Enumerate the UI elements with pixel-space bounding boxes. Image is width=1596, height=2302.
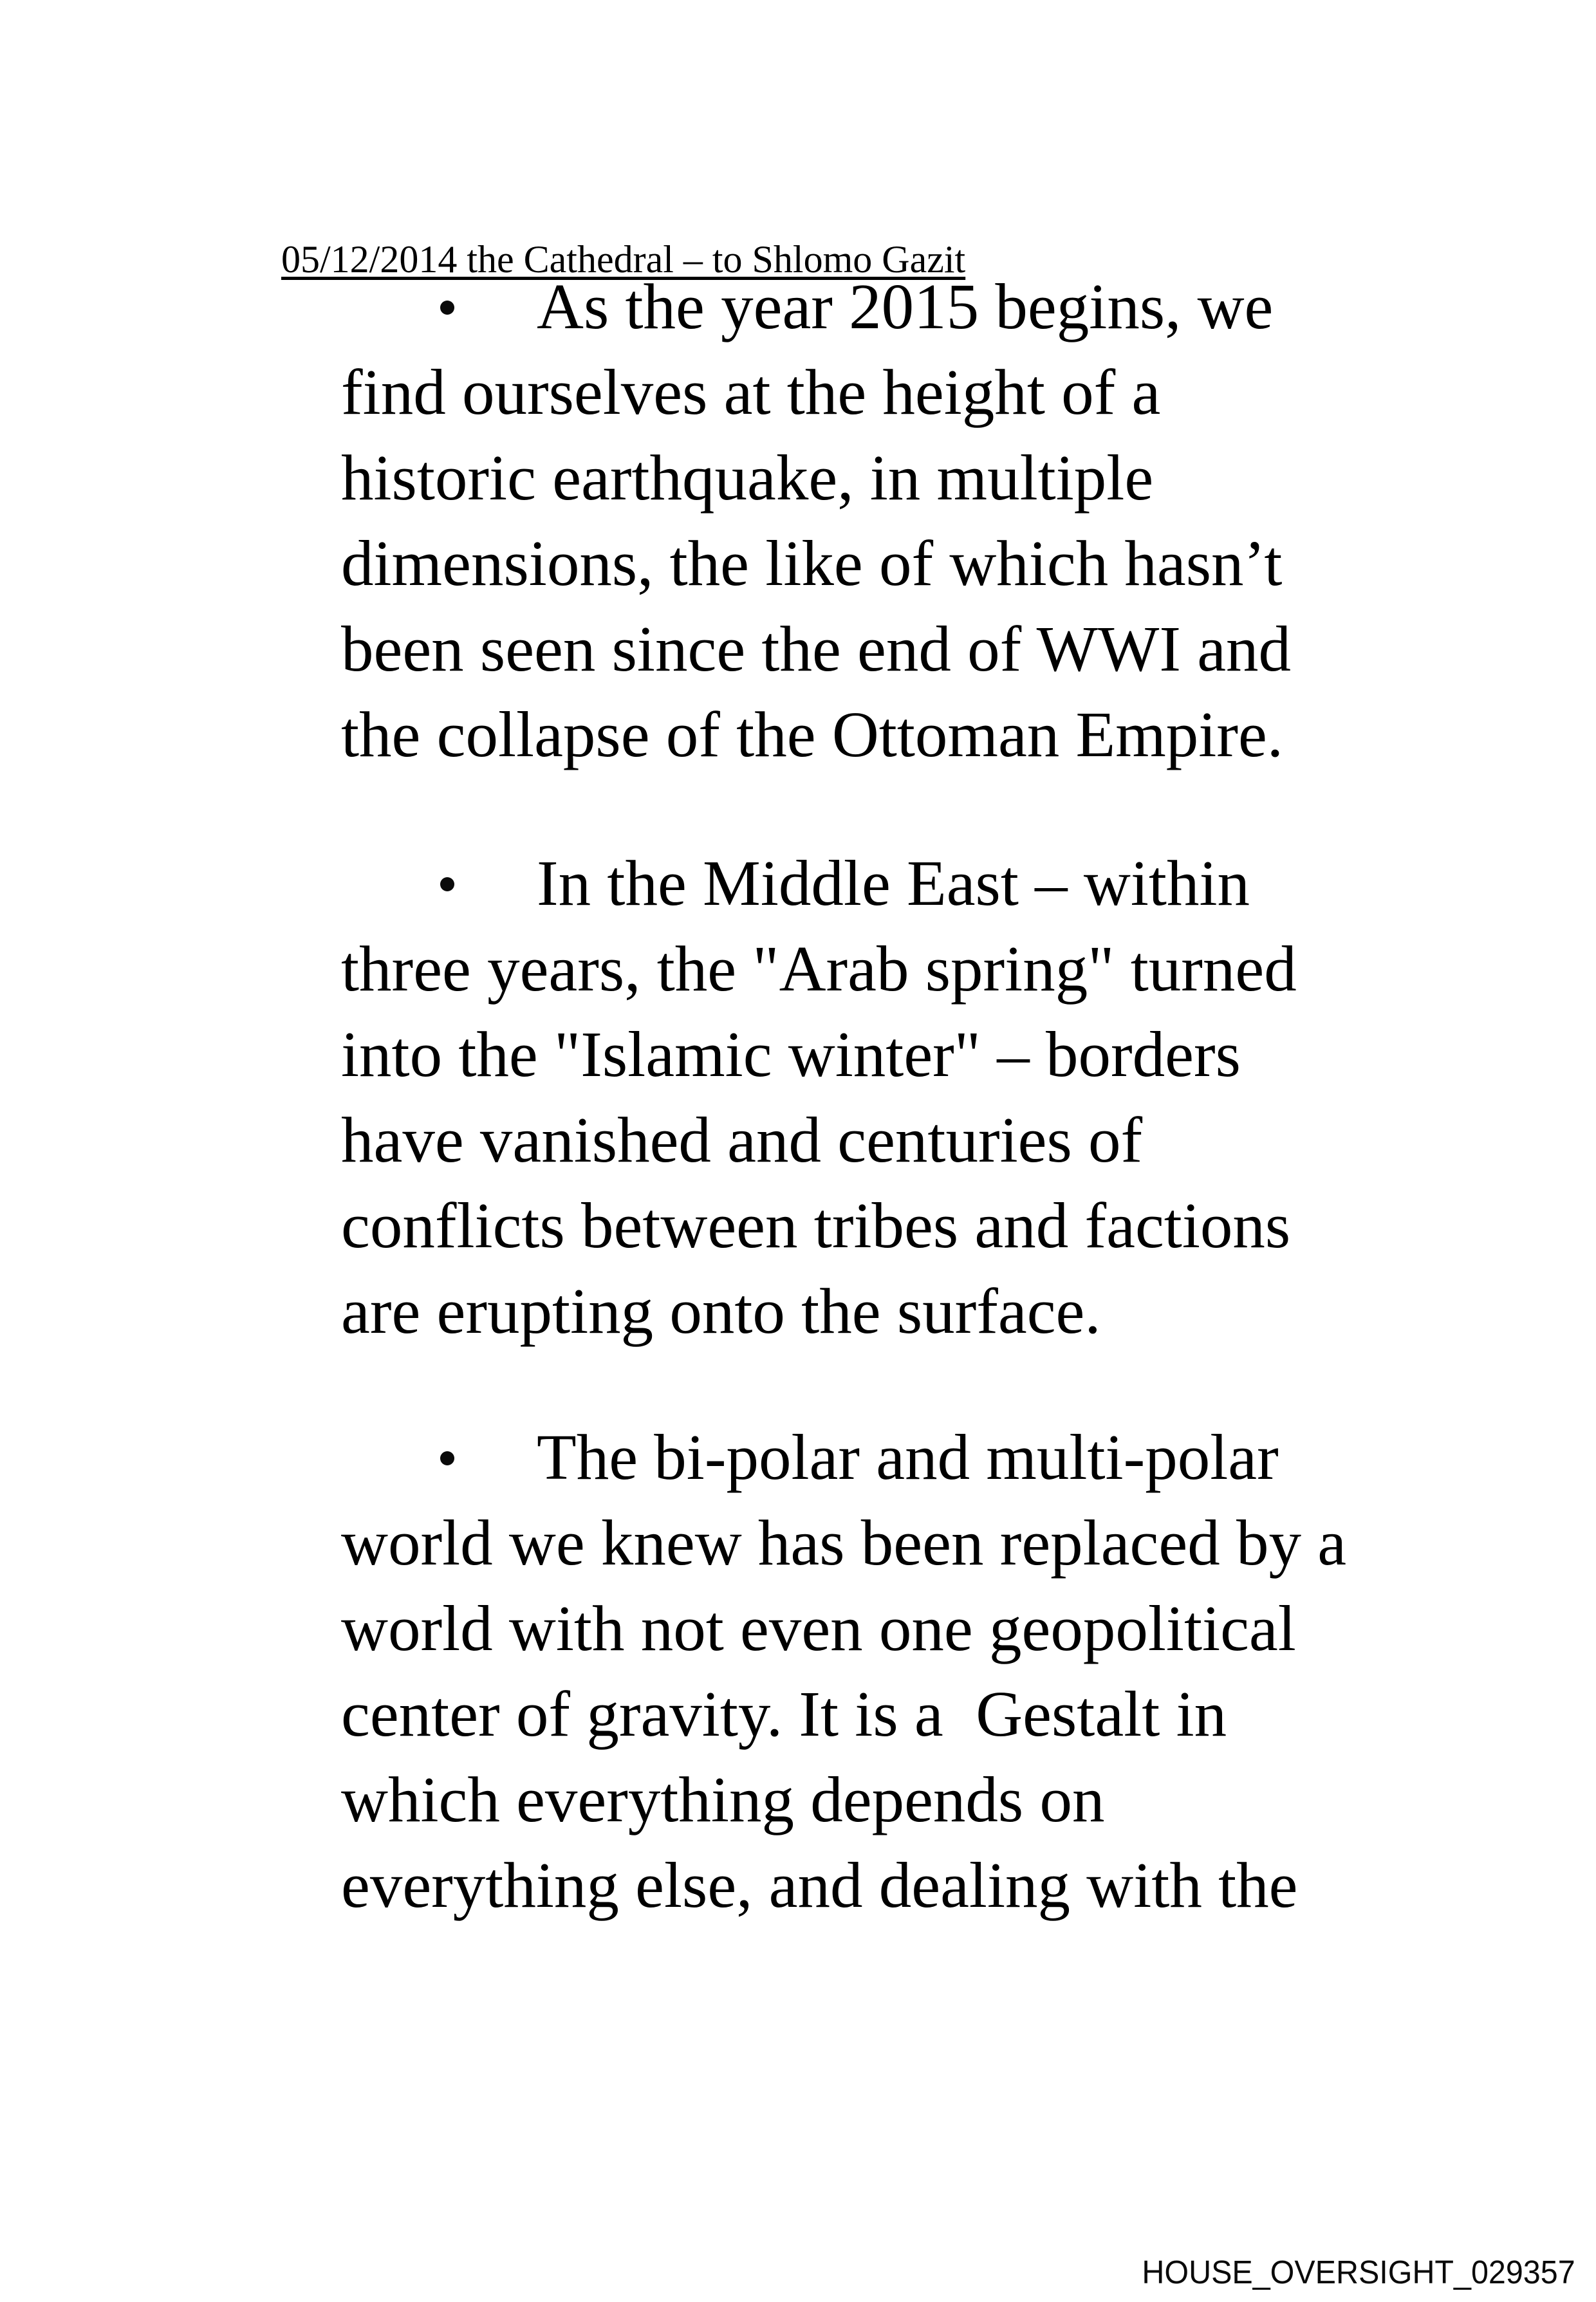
paragraph-line: historic earthquake, in multiple [341, 441, 1154, 514]
paragraph-line: everything else, and dealing with the [341, 1849, 1298, 1921]
paragraph-line: world we knew has been replaced by a [341, 1507, 1347, 1579]
paragraph-line: conflicts between tribes and factions [341, 1189, 1291, 1261]
bullet-icon [440, 1451, 454, 1465]
paragraph-line: world with not even one geopolitical [341, 1592, 1296, 1664]
bullet-icon [440, 877, 454, 891]
paragraph-line: are erupting onto the surface. [341, 1275, 1101, 1347]
paragraph-line: which everything depends on [341, 1763, 1105, 1835]
paragraph-line: find ourselves at the height of a [341, 356, 1161, 428]
paragraph-line: dimensions, the like of which hasn’t [341, 527, 1283, 599]
paragraph-line: As the year 2015 begins, we [537, 270, 1274, 342]
paragraph-line: three years, the "Arab spring" turned [341, 933, 1297, 1005]
bullet-paragraph-1 [0, 264, 1596, 777]
bullet-paragraph-3 [0, 1415, 1596, 1928]
paragraph-line: have vanished and centuries of [341, 1104, 1143, 1176]
paragraph-line: center of gravity. It is a Gestalt in [341, 1678, 1227, 1750]
paragraph-line: into the "Islamic winter" – borders [341, 1018, 1241, 1090]
bates-stamp: HOUSE_OVERSIGHT_029357 [1142, 2254, 1575, 2290]
bullet-icon [440, 301, 454, 315]
paragraph-line: been seen since the end of WWI and [341, 613, 1292, 685]
header-title: 05/12/2014 the Cathedral – to Shlomo Gazit [281, 238, 966, 281]
paragraph-line: The bi-polar and multi-polar [537, 1421, 1279, 1493]
bullet-paragraph-2 [0, 840, 1596, 1354]
paragraph-line: In the Middle East – within [537, 847, 1250, 919]
paragraph-line: the collapse of the Ottoman Empire. [341, 698, 1284, 770]
